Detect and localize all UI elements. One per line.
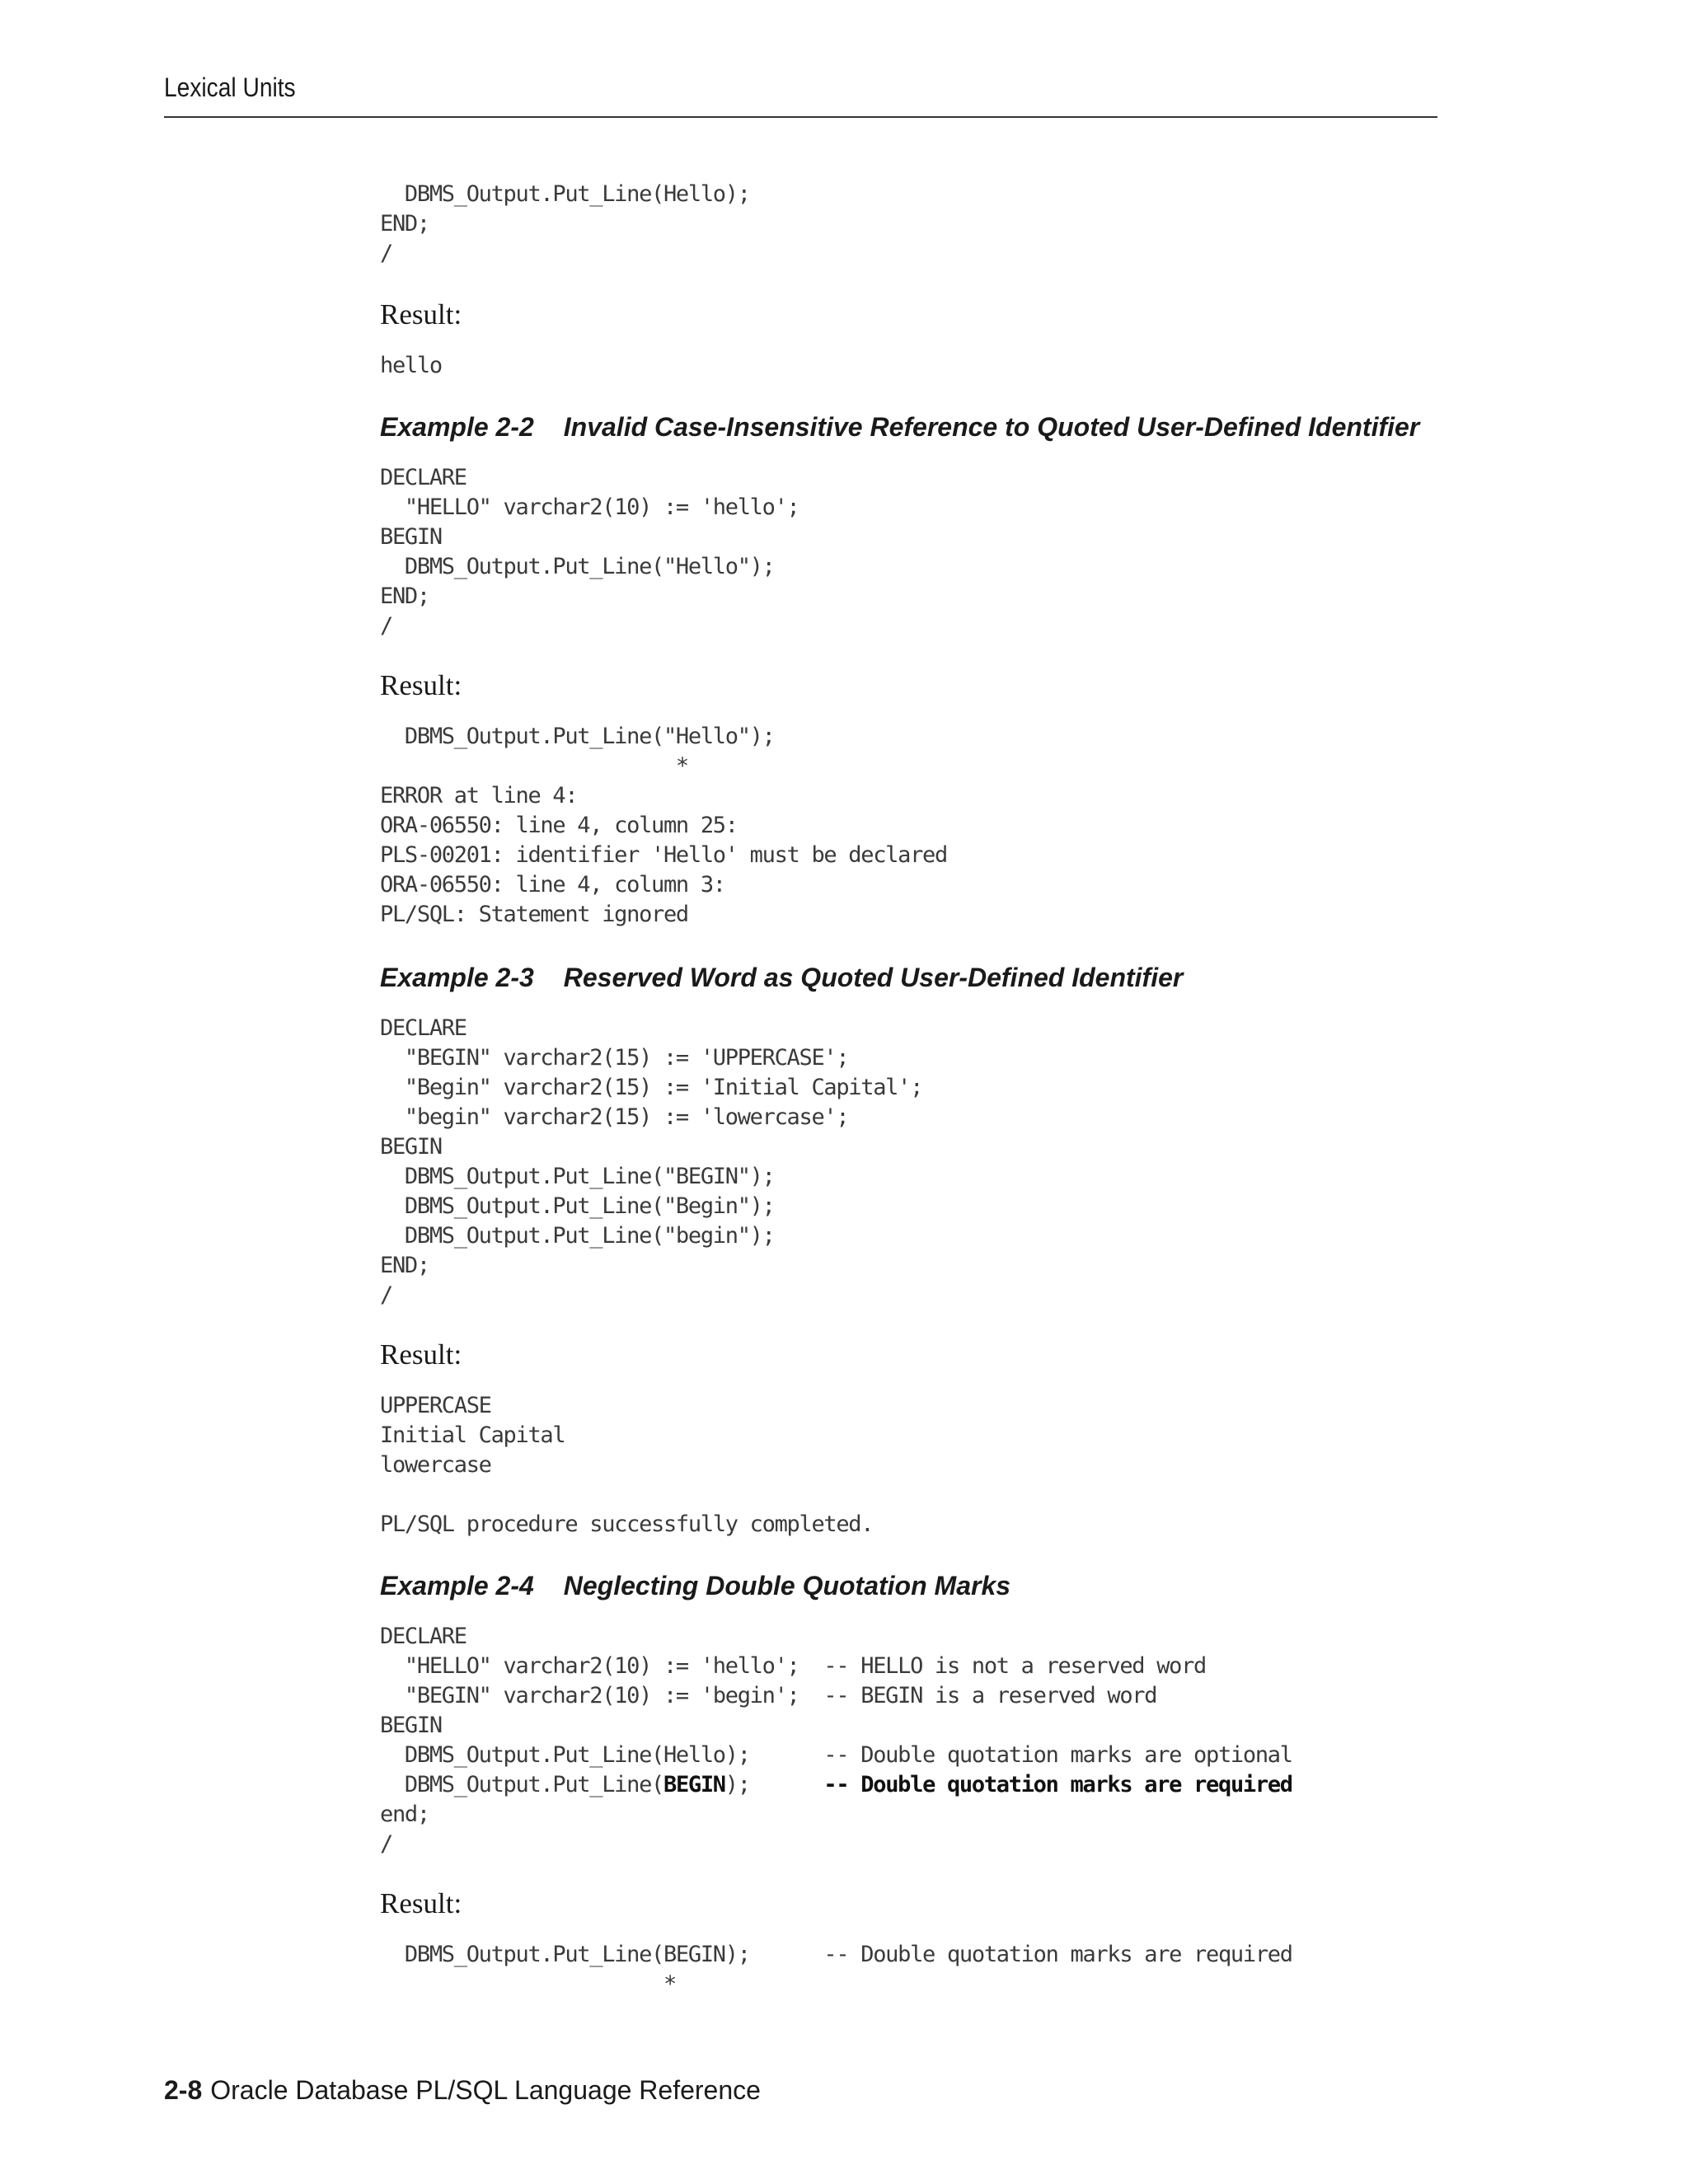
example-2-3-code: DECLARE "BEGIN" varchar2(15) := 'UPPERCASE'; "Begin" varchar2(15) := 'Initial Capital'; "begin" varchar2(15) := 'lowercase'; BEGIN DBMS_Output.Put_Line("BEGIN"); DBMS_Output.Put_Line("Begin"); DBMS_Output.Put_Line("begin"); END; / <box>380 1015 923 1308</box>
example-2-3-result-output: UPPERCASE Initial Capital lowercase PL/SQL procedure successfully completed. <box>380 1393 874 1537</box>
example-2-2-result-label: Result: <box>380 669 462 701</box>
code-line: DBMS_Output.Put_Line(Hello); -- Double quotation marks are optional <box>380 1742 1292 1768</box>
running-header: Lexical Units <box>164 73 296 102</box>
example-2-3-number: Example 2-3 <box>380 963 534 992</box>
code-line: / <box>380 1831 392 1857</box>
code-line: DECLARE <box>380 1624 467 1649</box>
code-line-emphasized <box>380 1770 1292 1800</box>
code-emphasis-comment: -- Double quotation marks are required <box>823 1772 1292 1797</box>
example-2-2-result-output: DBMS_Output.Put_Line("Hello"); * ERROR at line 4: ORA-06550: line 4, column 25: PLS-00201: identifier 'Hello' must be declared ORA-06550: line 4, column 3: PL/SQL: Statement ignored <box>380 724 947 927</box>
code-segment: DBMS_Output.Put_Line( <box>380 1772 663 1797</box>
code-line: end; <box>380 1802 429 1827</box>
example-2-2-heading <box>380 410 1419 443</box>
example-2-4-heading <box>380 1569 1010 1602</box>
book-title: Oracle Database PL/SQL Language Reference <box>210 2075 761 2105</box>
example-2-2-number: Example 2-2 <box>380 412 534 442</box>
result-label-1: Result: <box>380 298 462 330</box>
example-2-2-title: Invalid Case-Insensitive Reference to Quoted User-Defined Identifier <box>563 412 1420 442</box>
code-line: "BEGIN" varchar2(10) := 'begin'; -- BEGIN is a reserved word <box>380 1683 1157 1708</box>
header-rule <box>164 116 1437 118</box>
example-2-3-title: Reserved Word as Quoted User-Defined Identifier <box>563 963 1184 992</box>
example-2-3-heading <box>380 961 1183 994</box>
code-line: BEGIN <box>380 1713 442 1738</box>
page-footer <box>164 2074 761 2107</box>
example-2-4-title: Neglecting Double Quotation Marks <box>563 1571 1011 1601</box>
result-output-1: hello <box>380 353 442 378</box>
code-emphasis-word: BEGIN <box>663 1772 725 1797</box>
code-segment: ); <box>724 1772 824 1797</box>
example-2-4-result-output: DBMS_Output.Put_Line(BEGIN); -- Double quotation marks are required * <box>404 1942 1292 1997</box>
example-2-4-code <box>380 1622 1292 1859</box>
code-line: "HELLO" varchar2(10) := 'hello'; -- HELLO is not a reserved word <box>380 1653 1207 1679</box>
example-2-4-result-label: Result: <box>380 1887 462 1919</box>
example-2-4-number: Example 2-4 <box>380 1571 534 1601</box>
code-block-top: DBMS_Output.Put_Line(Hello); END; / <box>380 181 750 266</box>
page-number: 2-8 <box>164 2075 203 2105</box>
example-2-2-code: DECLARE "HELLO" varchar2(10) := 'hello'; BEGIN DBMS_Output.Put_Line("Hello"); END; / <box>380 465 799 639</box>
example-2-3-result-label: Result: <box>380 1338 462 1371</box>
